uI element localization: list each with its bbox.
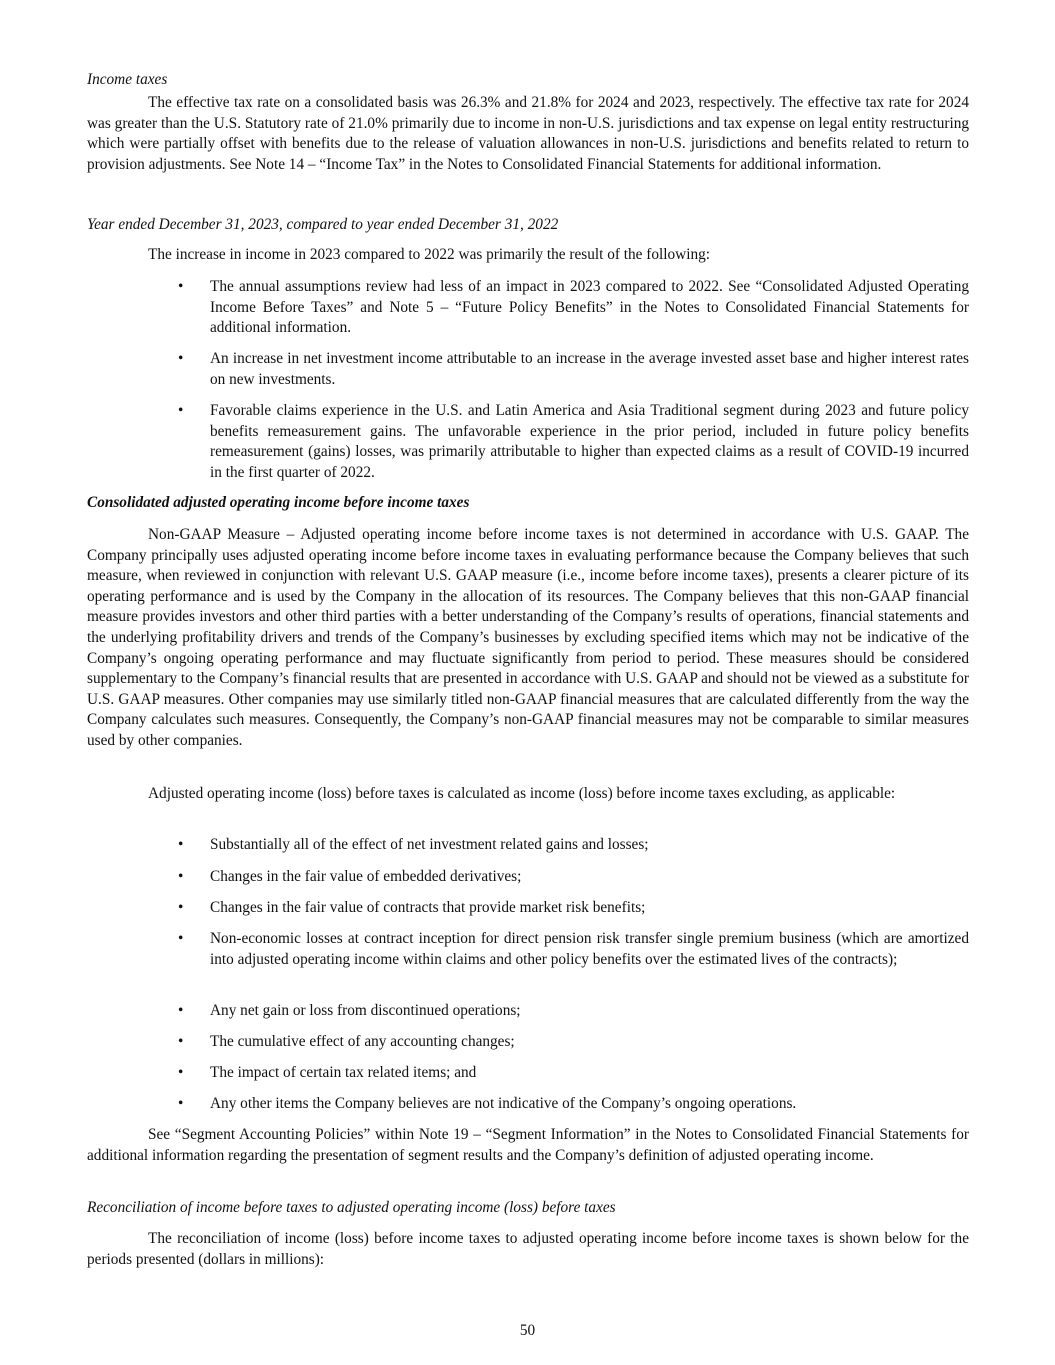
bullet-icon: • — [178, 868, 184, 885]
reconciliation-heading: Reconciliation of income before taxes to adjusted operating income (loss) before taxes — [87, 1199, 616, 1216]
list-item: • Any net gain or loss from discontinued operations; — [210, 1001, 969, 1022]
bullet-icon: • — [178, 930, 184, 947]
income-taxes-heading: Income taxes — [87, 71, 168, 88]
list-item: • Substantially all of the effect of net investment related gains and losses; — [210, 835, 969, 856]
non-gaap-paragraph: Non-GAAP Measure – Adjusted operating income before income taxes is not determined in accordance with U.S. GAAP. The Company principally uses adjusted operating income before income taxes in evaluating performance because the Company believes that such measure, when reviewed in conjunction with relevant U.S. GAAP measure (i.e., income before income taxes), presents a clearer picture of its operating performance and is used by the Company in the allocation of its resources. The Company believes that this non-GAAP financial measure provides investors and other third parties with a better understanding of the Company’s results of operations, financial statements and the underlying profitability drivers and trends of the Company’s businesses by excluding specified items which may not be indicative of the Company’s ongoing operating performance and may fluctuate significantly from period to period. These measures should be considered supplementary to the Company’s financial results that are presented in accordance with U.S. GAAP and should not be viewed as a substitute for U.S. GAAP measures. Other companies may use similarly titled non-GAAP financial measures that are calculated differently from the way the Company calculates such measures. Consequently, the Company’s non-GAAP financial measures may not be comparable to similar measures used by other companies. — [87, 526, 969, 749]
bullet-icon: • — [178, 1033, 184, 1050]
list-item: • Any other items the Company believes are not indicative of the Company’s ongoing operations. — [210, 1094, 969, 1115]
list-item: • The impact of certain tax related items; and — [210, 1063, 969, 1084]
bullet-icon: • — [178, 1095, 184, 1112]
list-item: • The cumulative effect of any accounting changes; — [210, 1032, 969, 1053]
bullet-icon: • — [178, 402, 184, 419]
bullet-icon: • — [178, 1002, 184, 1019]
list-item: • Non-economic losses at contract inception for direct pension risk transfer single premium business (which are amortized into adjusted operating income within claims and other policy benefits over the estimated lives of the contracts); — [178, 930, 969, 968]
list-item: • The annual assumptions review had less of an impact in 2023 compared to 2022. See “Consolidated Adjusted Operating Income Before Taxes” and Note 5 – “Future Policy Benefits” in the Notes to Consolidated Financial Statements for additional information. — [178, 278, 969, 337]
year-comparison-intro: The increase in income in 2023 compared to 2022 was primarily the result of the following: — [148, 246, 711, 263]
income-taxes-paragraph: The effective tax rate on a consolidated basis was 26.3% and 21.8% for 2024 and 2023, respectively. The effective tax rate for 2024 was greater than the U.S. Statutory rate of 21.0% primarily due to income in non-U.S. jurisdictions and tax expense on legal entity restructuring which were partially offset with benefits due to the release of valuation allowances in non-U.S. jurisdictions and benefits related to return to provision adjustments. See Note 14 – “Income Tax” in the Notes to Consolidated Financial Statements for additional information. — [87, 94, 969, 173]
list-item: • Changes in the fair value of embedded derivatives; — [210, 867, 969, 888]
list-item: • Changes in the fair value of contracts that provide market risk benefits; — [210, 898, 969, 919]
page-number: 50 — [519, 1322, 536, 1339]
year-comparison-heading: Year ended December 31, 2023, compared to year ended December 31, 2022 — [87, 216, 559, 233]
bullet-icon: • — [178, 278, 184, 295]
bullet-icon: • — [178, 350, 184, 367]
reconciliation-paragraph: The reconciliation of income (loss) before income taxes to adjusted operating income before income taxes is shown below for the periods presented (dollars in millions): — [87, 1230, 969, 1268]
list-item: • An increase in net investment income attributable to an increase in the average invested asset base and higher interest rates on new investments. — [178, 350, 969, 388]
calculation-paragraph: Adjusted operating income (loss) before taxes is calculated as income (loss) before income taxes excluding, as applicable: — [148, 785, 896, 802]
segment-policies-paragraph: See “Segment Accounting Policies” within Note 19 – “Segment Information” in the Notes to Consolidated Financial Statements for additional information regarding the presentation of segment results and the Company’s definition of adjusted operating income. — [87, 1126, 969, 1164]
list-item: • Favorable claims experience in the U.S. and Latin America and Asia Traditional segment during 2023 and future policy benefits remeasurement gains. The unfavorable experience in the prior period, included in future policy benefits remeasurement (gains) losses, was primarily attributable to higher than expected claims as a result of COVID-19 incurred in the first quarter of 2022. — [178, 402, 969, 481]
adjusted-income-heading: Consolidated adjusted operating income before income taxes — [87, 494, 470, 511]
bullet-icon: • — [178, 1064, 184, 1081]
bullet-icon: • — [178, 836, 184, 853]
bullet-icon: • — [178, 899, 184, 916]
